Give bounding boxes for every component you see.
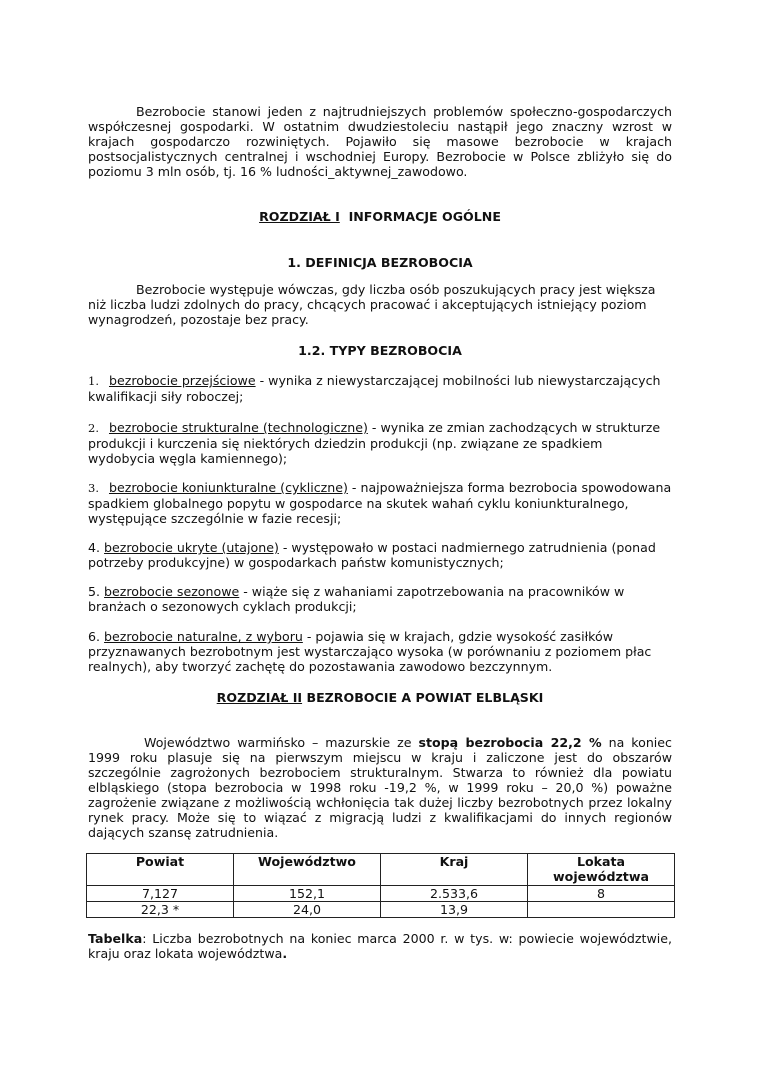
table-cell: 152,1: [234, 886, 381, 902]
item-text: - wynika z niewystarczającej mobilności lub niewystarczających kwalifikacji siły roboczej;: [88, 373, 661, 404]
item-text: - występowało w postaci nadmiernego zatrudnienia (ponad potrzeby produkcyjne) w gospodarkach państw komunistycznych;: [88, 540, 656, 570]
item-term: bezrobocie przejściowe: [108, 373, 256, 388]
table-row: [87, 902, 675, 918]
item-text: - pojawia się w krajach, gdzie wysokość zasiłków przyznawanych bezrobotnym jest wystarczająco wysoka (w porównaniu z poziomem płac realnych), aby tworzyć zachętę do pozostawania zawodowo bezczynnym.: [88, 629, 652, 674]
region-rate-bold: stopą bezrobocia 22,2 %: [418, 735, 602, 750]
item-number: 3.: [88, 481, 99, 495]
item-term: bezrobocie naturalne, z wyboru: [104, 629, 303, 644]
item-number: 5.: [88, 584, 101, 599]
chapter-1-title: INFORMACJE OGÓLNE: [348, 209, 501, 224]
chapter-1-label: ROZDZIAŁ I: [259, 209, 340, 224]
item-term: bezrobocie strukturalne (technologiczne): [108, 420, 368, 435]
chapter-2-heading: [88, 690, 672, 705]
header-lokata: Lokata województwa: [528, 854, 675, 886]
table-header-row: [87, 854, 675, 886]
item-number: 6.: [88, 629, 101, 644]
table-caption: [88, 931, 672, 961]
list-item: [88, 540, 672, 570]
caption-label: Tabelka: [88, 931, 143, 946]
item-text: - najpoważniejsza forma bezrobocia spowodowana spadkiem globalnego popytu w gospodarce na skutek wahań cyklu koniunkturalnego, występujące szczególnie w fazie recesji;: [88, 480, 672, 526]
table-cell: 7,127: [87, 886, 234, 902]
table-cell: 24,0: [234, 902, 381, 918]
item-number: 1.: [88, 374, 99, 388]
list-item: [88, 584, 672, 614]
caption-end: .: [282, 946, 288, 961]
region-paragraph: [88, 735, 672, 840]
header-wojewodztwo: Województwo: [234, 854, 381, 886]
table-cell: 2.533,6: [381, 886, 528, 902]
list-item: [88, 480, 672, 526]
section-2-heading: 1.2. TYPY BEZROBOCIA: [298, 343, 462, 358]
intro-paragraph: Bezrobocie stanowi jeden z najtrudniejszych problemów społeczno-gospodarczych współczesnej gospodarki. W ostatnim dwudziestoleciu nastąpił jego znaczny wzrost w krajach gospodarczo rozwiniętych. Pojawiło się masowe bezrobocie w krajach postsocjalistycznych centralnej i wschodniej Europy. Bezrobocie w Polsce zbliżyło się do poziomu 3 mln osób, tj. 16 % ludności_aktywnej_zawodowo.: [88, 104, 672, 179]
item-text: - wiąże się z wahaniami zapotrzebowania na pracowników w branżach o sezonowych cyklach produkcji;: [88, 584, 625, 614]
table-row: [87, 886, 675, 902]
region-text-end: na koniec 1999 roku plasuje się na pierwszym miejscu w kraju i zaliczone jest do obszarów szczególnie zagrożonych bezrobociem strukturalnym. Stwarza to również dla powiatu elbląskiego (stopa bezrobocia w 1998 roku -19,2 %, w 1999 roku – 20,0 %) poważne zagrożenie związane z możliwością wchłonięcia tak dużej liczby bezrobotnych przez lokalny rynek pracy. Może się to wiązać z migracją ludzi z kwalifikacjami do innych regionów dających szansę zatrudnienia.: [88, 735, 672, 840]
section-1-heading: 1. DEFINICJA BEZROBOCIA: [287, 255, 473, 270]
header-powiat: Powiat: [87, 854, 234, 886]
chapter-2-label: ROZDZIAŁ II: [216, 690, 303, 705]
item-term: bezrobocie koniunkturalne (cykliczne): [108, 480, 348, 495]
header-kraj: Kraj: [381, 854, 528, 886]
table-cell: 13,9: [381, 902, 528, 918]
item-term: bezrobocie ukryte (utajone): [104, 540, 279, 555]
table-cell: [528, 902, 675, 918]
definition-paragraph: Bezrobocie występuje wówczas, gdy liczba osób poszukujących pracy jest większa niż liczba ludzi zdolnych do pracy, chcących pracować i akceptujących istniejący poziom wynagrodzeń, pozostaje bez pracy.: [88, 282, 656, 327]
caption-text: : Liczba bezrobotnych na koniec marca 2000 r. w tys. w: powiecie województwie, kraju oraz lokata województwa: [88, 931, 672, 961]
table-cell: 8: [528, 886, 675, 902]
item-number: 4.: [88, 540, 101, 555]
item-term: bezrobocie sezonowe: [104, 584, 240, 599]
list-item: [88, 373, 672, 404]
chapter-1-heading: [88, 209, 672, 224]
list-item: [88, 629, 672, 674]
list-item: [88, 420, 672, 466]
chapter-2-title: BEZROBOCIE A POWIAT ELBLĄSKI: [306, 690, 544, 705]
region-text-start: Województwo warmińsko – mazurskie ze: [144, 735, 419, 750]
item-number: 2.: [88, 421, 99, 435]
unemployment-table: [86, 853, 675, 918]
table-cell: 22,3 *: [87, 902, 234, 918]
item-text: - wynika ze zmian zachodzących w strukturze produkcji i kurczenia się niektórych dziedzin produkcji (np. związane ze spadkiem wydobycia węgla kamiennego);: [88, 420, 661, 466]
